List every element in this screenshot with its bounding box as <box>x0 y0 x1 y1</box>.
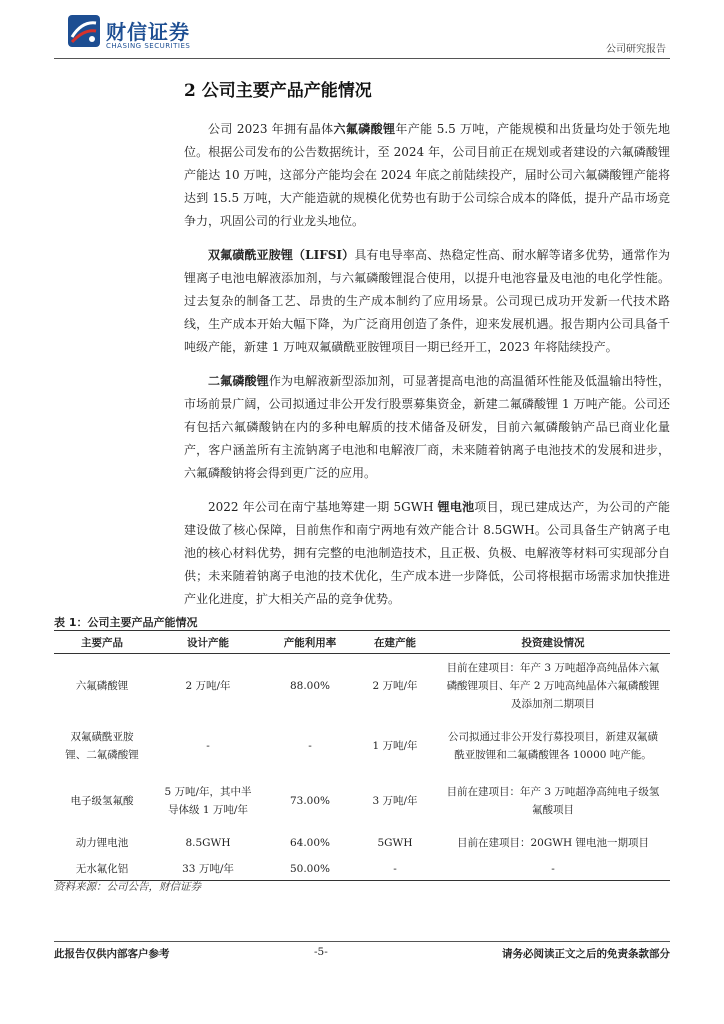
table-row <box>54 718 670 774</box>
table-cell: 1 万吨/年 <box>372 739 418 752</box>
para-highlight: 锂电池 <box>437 500 475 514</box>
footer-disclaimer: 此报告仅供内部客户参考 <box>54 948 170 960</box>
table-row <box>54 654 670 718</box>
table-cell: - <box>206 739 210 752</box>
brand-logo-icon <box>68 15 100 47</box>
paragraph-2 <box>184 244 670 359</box>
table-row <box>54 828 670 858</box>
table-cell: 六氟磷酸锂 <box>75 679 129 692</box>
table-cell: 5GWH <box>377 836 413 849</box>
table-cell: 5 万吨/年，其中半导体级 1 万吨/年 <box>164 785 252 816</box>
report-type: 公司研究报告 <box>606 44 666 55</box>
table-cell: 8.5GWH <box>185 836 231 849</box>
table-cell: 无水氟化铝 <box>54 858 150 881</box>
body-text <box>184 118 670 622</box>
table-row <box>54 774 670 828</box>
brand-name-cn: 财信证券 <box>106 20 190 44</box>
paragraph-3 <box>184 370 670 485</box>
table-cell: - <box>354 858 436 881</box>
para-highlight: 双氟磺酰亚胺锂（LIFSI） <box>208 248 355 262</box>
table-header: 在建产能 <box>354 631 436 654</box>
paragraph-4 <box>184 496 670 611</box>
header-divider <box>54 58 670 59</box>
para-highlight: 二氟磷酸锂 <box>208 374 269 388</box>
table-cell: 电子级氢氟酸 <box>70 794 134 807</box>
table-cell: 目前在建项目：年产 3 万吨超净高纯晶体六氟磷酸锂项目、年产 2 万吨高纯晶体六氟磷酸锂及添加剂二期项目 <box>446 661 660 710</box>
table-cell: 64.00% <box>289 836 331 849</box>
table-cell: 公司拟通过非公开发行募投项目，新建双氟磺酰亚胺锂和二氟磷酸锂各 10000 吨产能。 <box>448 730 658 761</box>
table-cell: - <box>436 858 670 881</box>
table-header: 设计产能 <box>150 631 266 654</box>
table-cell: 88.00% <box>289 679 331 692</box>
table-cell: 50.00% <box>266 858 354 881</box>
table-cell: 目前在建项目：年产 3 万吨超净高纯电子级氢氟酸项目 <box>446 785 660 816</box>
para-text: 具有电导率高、热稳定性高、耐水解等诸多优势，通常作为锂离子电池电解液添加剂，与六氟磷酸锂混合使用，以提升电池容量及电池的电化学性能。过去复杂的制备工艺、昂贵的生产成本制约了应用场景。公司现已成功开发新一代技术路线，生产成本开始大幅下降，为广泛商用创造了条件，迎来发展机遇。报告期内公司具备千吨级产能，新建 1 万吨双氟磺酰亚胺锂项目一期已经开工，2023 年将陆续投产。 <box>184 248 670 354</box>
table-caption: 表 1：公司主要产品产能情况 <box>54 616 198 629</box>
table-header: 投资建设情况 <box>436 631 670 654</box>
table-cell: 目前在建项目：20GWH 锂电池一期项目 <box>456 836 650 849</box>
para-text: 作为电解液新型添加剂，可显著提高电池的高温循环性能及低温输出特性，市场前景广阔，公司拟通过非公开发行股票募集资金，新建二氟磷酸锂 1 万吨产能。公司还有包括六氟磷酸钠在内的多种电解质的技术储备及研发，目前六氟磷酸钠产品已商业化量产，客户涵盖所有主流钠离子电池和电解液厂商，未来随着钠离子电池技术的发展和进步，六氟磷酸钠将会得到更广泛的应用。 <box>184 374 670 480</box>
table-header: 产能利用率 <box>266 631 354 654</box>
brand-name-en: CHASING SECURITIES <box>106 42 191 50</box>
para-text: 公司 2023 年拥有晶体 <box>208 122 334 136</box>
para-text: 2022 年公司在南宁基地筹建一期 5GWH <box>208 500 438 514</box>
table-cell: 33 万吨/年 <box>150 858 266 881</box>
paragraph-1 <box>184 118 670 233</box>
footer-notice: 请务必阅读正文之后的免责条款部分 <box>502 948 670 960</box>
table-header: 主要产品 <box>54 631 150 654</box>
table-cell: 2 万吨/年 <box>185 679 231 692</box>
para-text: 项目，现已建成达产，为公司的产能建设做了核心保障，目前焦作和南宁两地有效产能合计 8.5GWH。公司具备生产钠离子电池的核心材料优势，拥有完整的电池制造技术，且正极、负极、电解液等材料可实现部分自供；未来随着钠离子电池的技术优化，生产成本进一步降低，公司将根据市场需求加快推进产业化进度，扩大相关产品的竞争优势。 <box>184 500 670 606</box>
page-header <box>0 0 724 70</box>
table-source: 资料来源：公司公告，财信证券 <box>54 881 201 893</box>
para-text: 年产能 5.5 万吨，产能规模和出货量均处于领先地位。根据公司发布的公告数据统计，至 2024 年，公司目前正在规划或者建设的六氟磷酸锂产能达 10 万吨，这部分产能均会在 2024 年底之前陆续投产，届时公司六氟磷酸锂产能将达到 15.5 万吨，大产能造就的规模化优势也有助于公司综合成本的降低，提升产品市场竞争力，巩固公司的行业龙头地位。 <box>184 122 670 228</box>
section-title: 2 公司主要产品产能情况 <box>184 81 372 101</box>
table-cell: 双氟磺酰亚胺锂、二氟磷酸锂 <box>65 730 139 761</box>
table-header-row <box>54 631 670 654</box>
capacity-table <box>54 630 670 881</box>
table-cell: 2 万吨/年 <box>372 679 418 692</box>
table-cell: - <box>308 739 312 752</box>
table-cell: 3 万吨/年 <box>372 794 418 807</box>
footer-divider <box>54 941 670 942</box>
table-row <box>54 858 670 881</box>
para-highlight: 六氟磷酸锂 <box>333 122 396 136</box>
page-number: -5- <box>314 946 328 958</box>
table-cell: 动力锂电池 <box>75 836 129 849</box>
table-cell: 73.00% <box>289 794 331 807</box>
